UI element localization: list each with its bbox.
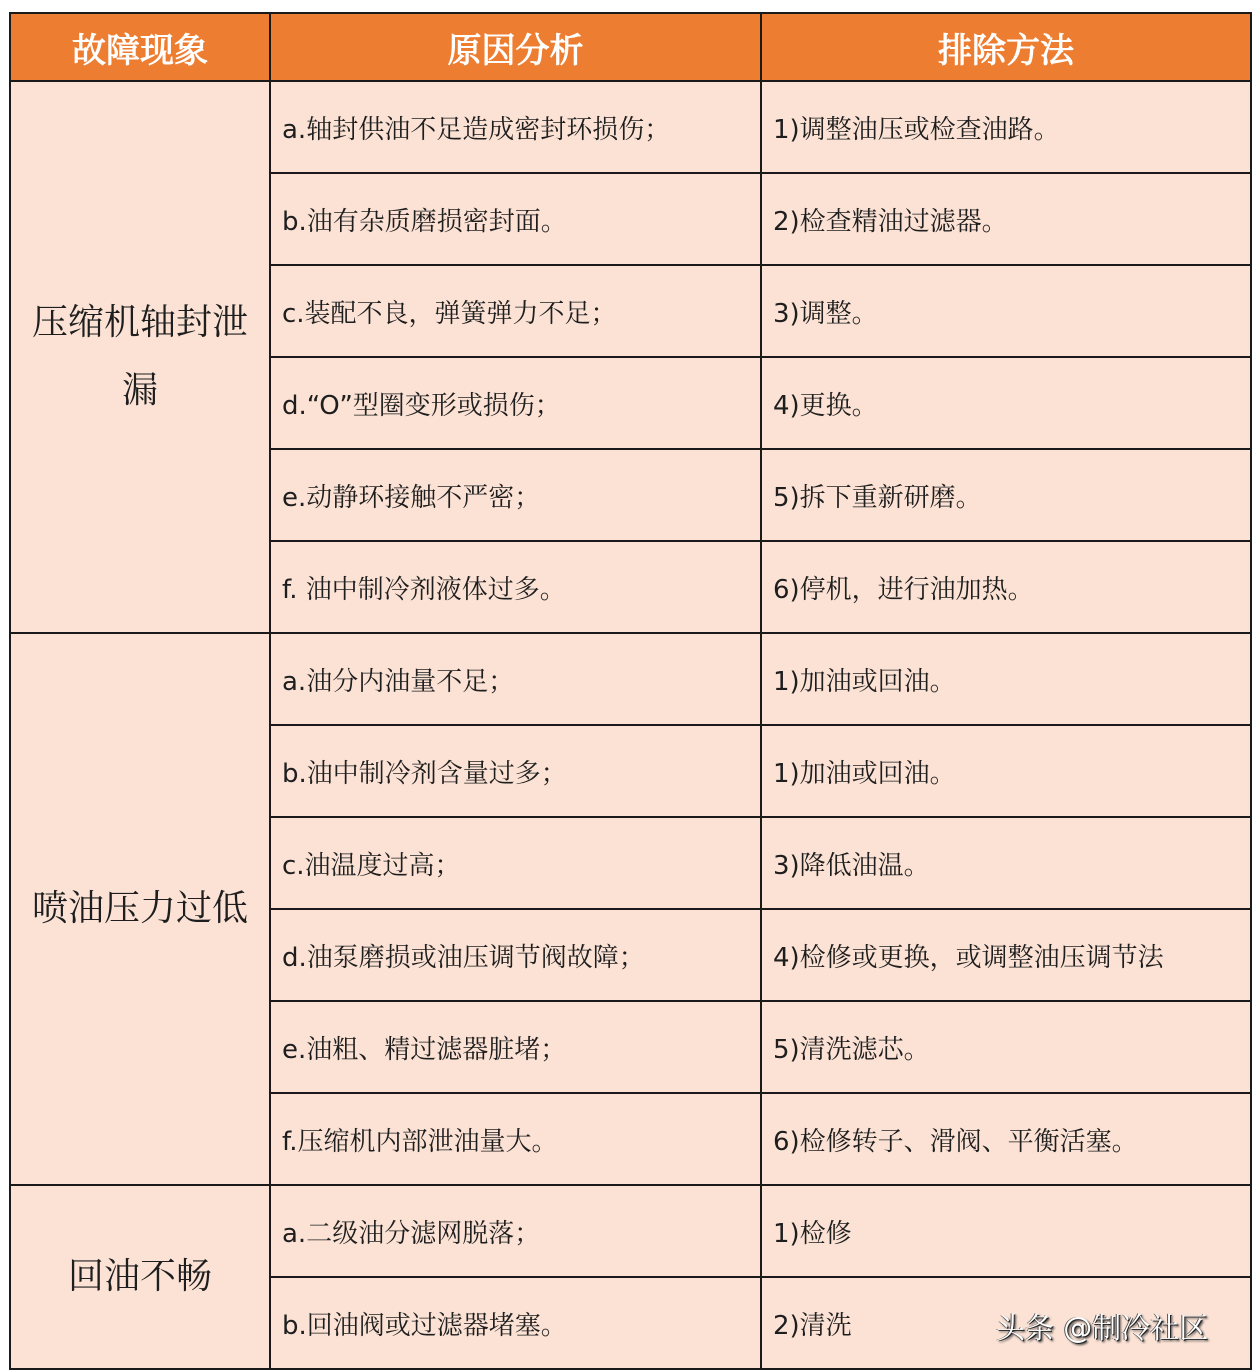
symptom-cell: 回油不畅 — [10, 1185, 270, 1369]
cause-cell: e.油粗、精过滤器脏堵； — [270, 1001, 761, 1093]
fix-cell: 4)检修或更换，或调整油压调节法 — [761, 909, 1251, 1001]
fix-cell: 4)更换。 — [761, 357, 1251, 449]
cause-cell: f. 油中制冷剂液体过多。 — [270, 541, 761, 633]
table-row — [10, 1185, 1251, 1277]
cause-cell: d.油泵磨损或油压调节阀故障； — [270, 909, 761, 1001]
troubleshooting-table — [9, 12, 1252, 1370]
cause-cell: b.回油阀或过滤器堵塞。 — [270, 1277, 761, 1369]
cause-cell: b.油有杂质磨损密封面。 — [270, 173, 761, 265]
header-cause: 原因分析 — [270, 13, 761, 81]
watermark: 头条 @制冷社区 — [996, 1311, 1209, 1345]
header-fix: 排除方法 — [761, 13, 1251, 81]
fix-cell: 1)加油或回油。 — [761, 633, 1251, 725]
symptom-cell: 喷油压力过低 — [10, 633, 270, 1185]
fix-cell: 2)清洗 — [761, 1277, 1251, 1369]
fix-cell: 2)检查精油过滤器。 — [761, 173, 1251, 265]
cause-cell: a.油分内油量不足； — [270, 633, 761, 725]
cause-cell: a.轴封供油不足造成密封环损伤； — [270, 81, 761, 173]
cause-cell: c.装配不良，弹簧弹力不足； — [270, 265, 761, 357]
cause-cell: e.动静环接触不严密； — [270, 449, 761, 541]
cause-cell: f.压缩机内部泄油量大。 — [270, 1093, 761, 1185]
header-row — [10, 13, 1251, 81]
fix-cell: 3)调整。 — [761, 265, 1251, 357]
symptom-cell: 压缩机轴封泄漏 — [10, 81, 270, 633]
fix-cell: 6)停机，进行油加热。 — [761, 541, 1251, 633]
cause-cell: a.二级油分滤网脱落； — [270, 1185, 761, 1277]
fix-cell: 5)拆下重新研磨。 — [761, 449, 1251, 541]
cause-cell: b.油中制冷剂含量过多； — [270, 725, 761, 817]
fix-cell: 1)调整油压或检查油路。 — [761, 81, 1251, 173]
fix-cell: 6)检修转子、滑阀、平衡活塞。 — [761, 1093, 1251, 1185]
fix-cell: 5)清洗滤芯。 — [761, 1001, 1251, 1093]
table-row — [10, 633, 1251, 725]
header-symptom: 故障现象 — [10, 13, 270, 81]
table-row — [10, 81, 1251, 173]
cause-cell: c.油温度过高； — [270, 817, 761, 909]
fix-cell: 1)检修 — [761, 1185, 1251, 1277]
fix-cell: 3)降低油温。 — [761, 817, 1251, 909]
cause-cell: d.“O”型圈变形或损伤； — [270, 357, 761, 449]
fix-cell: 1)加油或回油。 — [761, 725, 1251, 817]
